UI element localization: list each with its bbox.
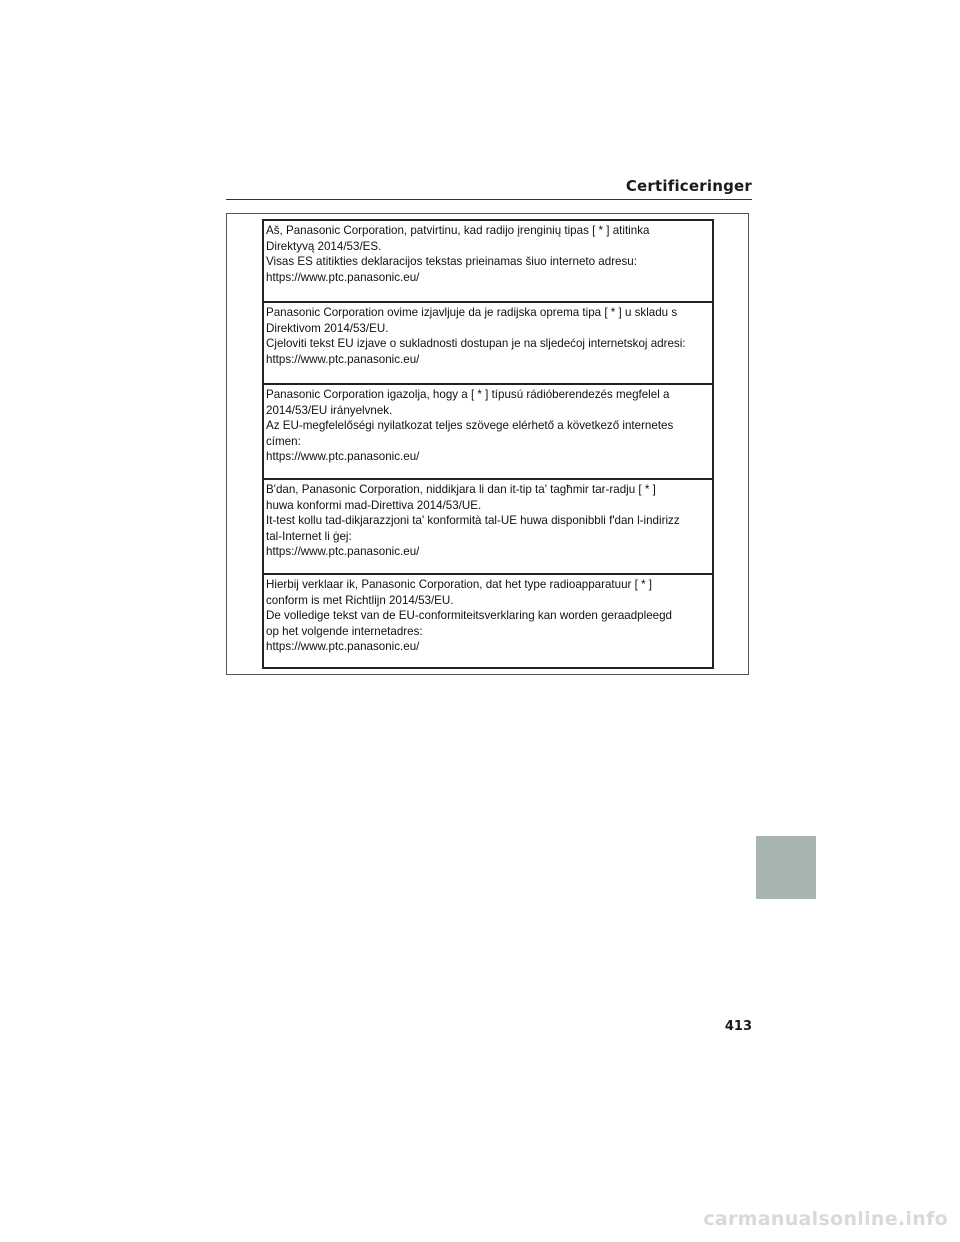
declaration-cell-dutch [264,575,712,667]
chapter-side-tab [756,836,816,899]
declaration-line: De volledige tekst van de EU-conformiteitsverklaring kan worden geraadpleegd [266,609,673,623]
page-section-title: Certificeringer [625,177,752,195]
declaration-cell-hungarian [264,385,712,480]
declaration-line: conform is met Richtlijn 2014/53/EU. [266,593,454,607]
declaration-line: https://www.ptc.panasonic.eu/ [266,450,420,464]
watermark: carmanualsonline.info [703,1208,948,1230]
declaration-line: B'dan, Panasonic Corporation, niddikjara li dan it-tip ta' tagħmir tar-radju [ * ] [266,483,656,496]
declaration-cell-maltese [264,480,712,575]
declaration-line: https://www.ptc.panasonic.eu/ [266,352,420,366]
declaration-line: https://www.ptc.panasonic.eu/ [266,640,420,654]
declaration-cell-croatian [264,303,712,385]
declaration-line: Aš, Panasonic Corporation, patvirtinu, kad radijo įrenginių tipas [ * ] atitinka [266,224,650,237]
declaration-line: Visas ES atitikties deklaracijos tekstas prieinamas šiuo interneto adresu: [266,255,637,269]
declaration-table [262,219,714,669]
declaration-line: Direktyvą 2014/53/ES. [266,239,382,253]
page-number: 413 [724,1019,752,1034]
declaration-line: Direktivom 2014/53/EU. [266,321,389,335]
declaration-cell-lithuanian [264,221,712,303]
declaration-line: op het volgende internetadres: [266,624,423,638]
declaration-line: Panasonic Corporation igazolja, hogy a [ * ] típusú rádióberendezés megfelel a [266,388,670,401]
declaration-line: huwa konformi mad-Direttiva 2014/53/UE. [266,498,482,512]
declaration-line: Panasonic Corporation ovime izjavljuje da je radijska oprema tipa [ * ] u skladu s [266,306,678,319]
declaration-line: 2014/53/EU irányelvnek. [266,403,393,417]
declaration-line: címen: [266,434,301,448]
declaration-line: Az EU-megfelelőségi nyilatkozat teljes szövege elérhető a következő internetes [266,419,674,433]
declaration-line: Hierbij verklaar ik, Panasonic Corporation, dat het type radioapparatuur [ * ] [266,578,653,591]
declaration-line: tal-Internet li ġej: [266,529,352,543]
declaration-line: https://www.ptc.panasonic.eu/ [266,270,420,284]
declaration-line: Cjeloviti tekst EU izjave o sukladnosti dostupan je na sljedećoj internetskoj adresi: [266,337,686,351]
declaration-line: https://www.ptc.panasonic.eu/ [266,545,420,559]
header-divider [226,199,752,200]
declaration-line: It-test kollu tad-dikjarazzjoni ta' konformità tal-UE huwa disponibbli f'dan l-indirizz [266,514,680,528]
